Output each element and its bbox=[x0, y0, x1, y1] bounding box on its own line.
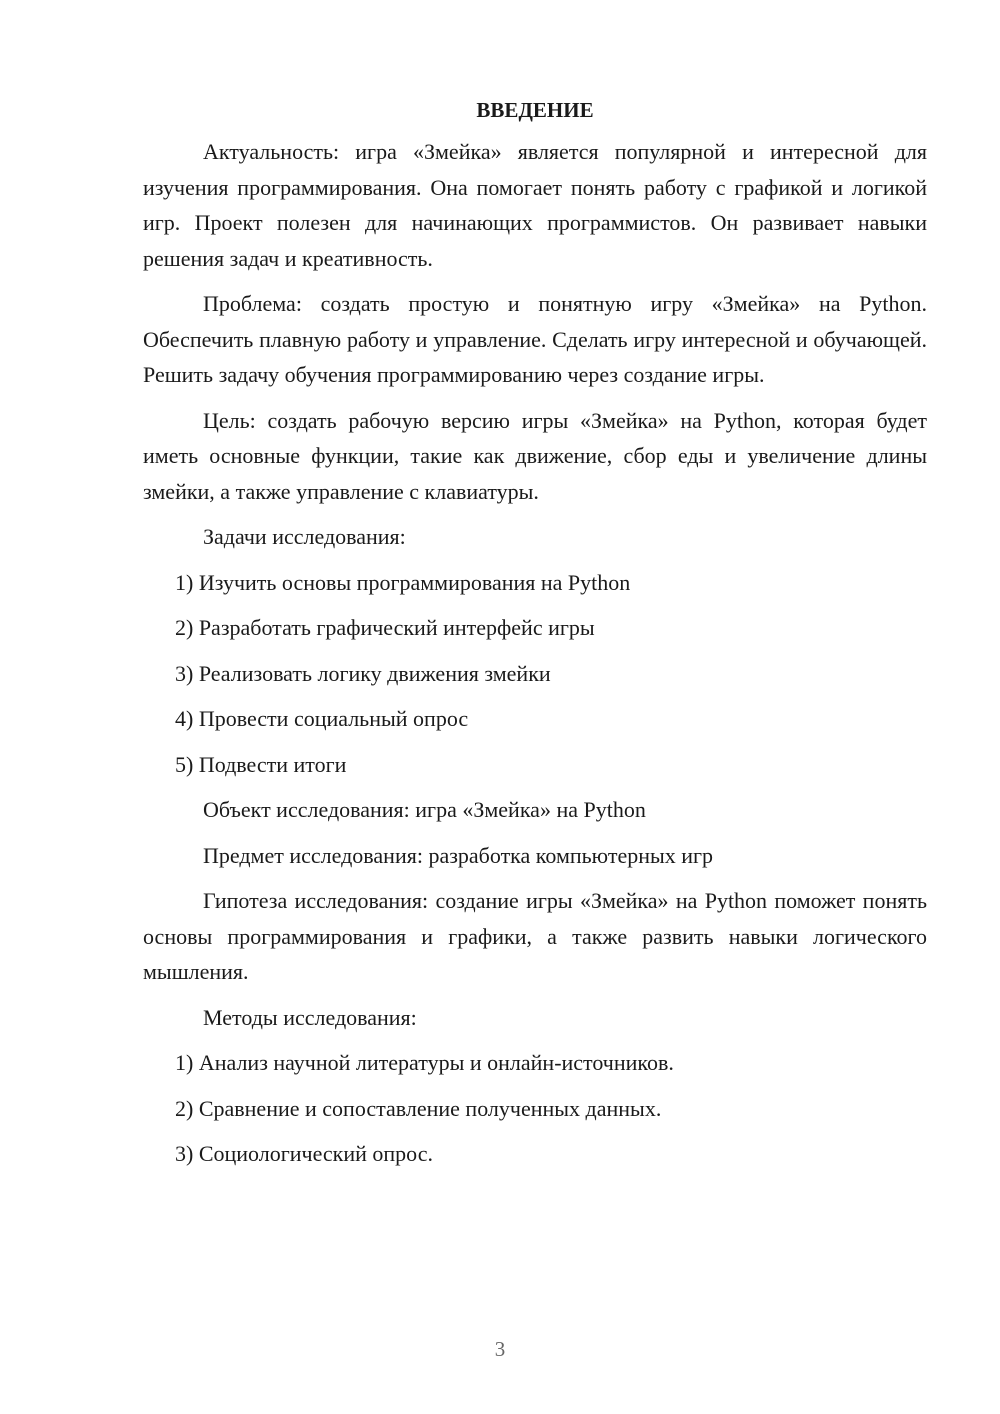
tasks-heading: Задачи исследования: bbox=[203, 524, 406, 549]
list-item: 1) Анализ научной литературы и онлайн-источников. bbox=[175, 1050, 674, 1075]
list-item: 2) Сравнение и сопоставление полученных данных. bbox=[175, 1095, 662, 1121]
list-item: 5) Подвести итоги bbox=[175, 751, 347, 777]
list-item: 2) Разработать графический интерфейс игры bbox=[175, 615, 595, 640]
problem-paragraph: Проблема: создать простую и понятную игру «Змейка» на Python. Обеспечить плавную работу и управление. Сделать игру интересной и обучающей. Решить задачу обучения программированию через создание игры. bbox=[143, 291, 927, 387]
page-content bbox=[143, 93, 927, 1172]
object-line: Объект исследования: игра «Змейка» на Python bbox=[203, 797, 646, 822]
list-item: 3) Реализовать логику движения змейки bbox=[175, 660, 551, 686]
list-item: 1) Изучить основы программирования на Python bbox=[175, 569, 631, 595]
goal-paragraph: Цель: создать рабочую версию игры «Змейка» на Python, которая будет иметь основные функции, такие как движение, сбор еды и увеличение длины змейки, а также управление с клавиатуры. bbox=[143, 407, 927, 504]
tasks-list bbox=[143, 555, 927, 783]
list-item: 4) Провести социальный опрос bbox=[175, 706, 469, 731]
list-item: 3) Социологический опрос. bbox=[175, 1141, 433, 1166]
page-title: ВВЕДЕНИЕ bbox=[476, 98, 594, 122]
methods-list bbox=[143, 1035, 927, 1172]
page-number: 3 bbox=[494, 1337, 506, 1361]
methods-heading: Методы исследования: bbox=[203, 1004, 417, 1030]
subject-line: Предмет исследования: разработка компьютерных игр bbox=[203, 842, 714, 868]
hypothesis-paragraph: Гипотеза исследования: создание игры «Змейка» на Python поможет понять основы программирования и графики, а также развить навыки логического мышления. bbox=[143, 888, 927, 984]
relevance-paragraph: Актуальность: игра «Змейка» является популярной и интересной для изучения программирования. Она помогает понять работу с графикой и логикой игр. Проект полезен для начинающих программистов. Он развивает навыки решения задач и креативность. bbox=[143, 139, 927, 271]
